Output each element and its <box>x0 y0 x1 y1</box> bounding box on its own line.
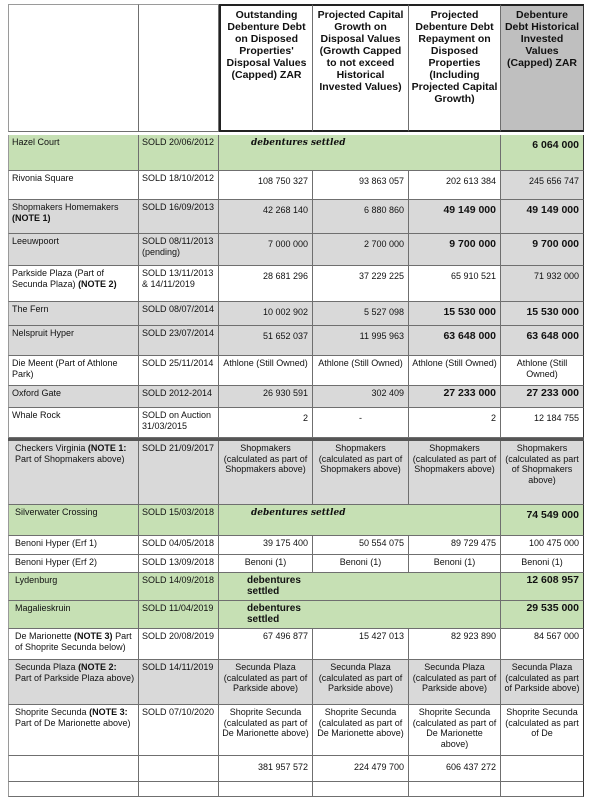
table-row <box>8 302 584 326</box>
empty-cell[interactable] <box>313 782 409 797</box>
historical-invested-value[interactable]: 245 656 747 <box>501 171 584 200</box>
property-name-text: The Fern <box>12 304 49 314</box>
historical-invested-value[interactable]: 12 184 755 <box>501 408 584 438</box>
property-name[interactable] <box>8 536 139 555</box>
table-row <box>8 573 584 601</box>
table-row <box>8 386 584 408</box>
historical-invested-value[interactable]: 100 475 000 <box>501 536 584 555</box>
sold-date[interactable]: SOLD 14/11/2019 <box>139 660 219 705</box>
historical-invested-value[interactable]: 27 233 000 <box>501 386 584 408</box>
note-ref: (NOTE 2) <box>78 278 117 289</box>
outstanding-debt-value[interactable]: Athlone (Still Owned) <box>219 356 313 386</box>
property-name-text: Benoni Hyper (Erf 2) <box>15 557 98 567</box>
projected-growth-value[interactable]: 11 995 963 <box>313 326 409 356</box>
sold-date[interactable]: SOLD 25/11/2014 <box>139 356 219 386</box>
historical-invested-value[interactable]: 29 535 000 <box>501 601 584 629</box>
empty-cell[interactable] <box>409 782 501 797</box>
totals-label-cell[interactable] <box>8 756 139 782</box>
projected-growth-value[interactable]: - <box>313 408 409 438</box>
historical-invested-value[interactable]: 71 932 000 <box>501 266 584 302</box>
table-row <box>8 601 584 629</box>
table-row <box>8 234 584 266</box>
header-outstanding-debt[interactable]: Outstanding Debenture Debt on Disposed Properties' Disposal Values (Capped) ZAR <box>219 4 313 132</box>
property-name[interactable] <box>8 171 139 200</box>
property-name-text: Magalieskruin <box>15 603 71 613</box>
projected-growth-value[interactable]: Benoni (1) <box>313 555 409 573</box>
totals-row <box>8 756 584 782</box>
note-ref: (NOTE 1) <box>12 212 51 223</box>
property-name[interactable] <box>8 135 139 171</box>
projected-repayment-value[interactable]: Benoni (1) <box>409 555 501 573</box>
projected-repayment-value[interactable]: Shopmakers (calculated as part of Shopmakers above) <box>409 441 501 505</box>
projected-repayment-value[interactable]: 63 648 000 <box>409 326 501 356</box>
property-name[interactable] <box>8 302 139 326</box>
header-cell-blank[interactable] <box>139 4 219 132</box>
outstanding-debt-value[interactable]: 28 681 296 <box>219 266 313 302</box>
property-name-text: Oxford Gate <box>12 388 62 398</box>
property-name[interactable] <box>8 601 139 629</box>
historical-invested-value[interactable]: 49 149 000 <box>501 200 584 234</box>
historical-invested-value[interactable]: 9 700 000 <box>501 234 584 266</box>
historical-invested-value[interactable]: 6 064 000 <box>501 135 584 171</box>
sold-date[interactable]: SOLD 2012-2014 <box>139 386 219 408</box>
sold-date[interactable]: SOLD 18/10/2012 <box>139 171 219 200</box>
property-name-text: Shoprite Secunda <box>15 707 87 717</box>
projected-growth-value[interactable]: 50 554 075 <box>313 536 409 555</box>
historical-invested-value[interactable]: 84 567 000 <box>501 629 584 660</box>
empty-cell[interactable] <box>219 782 313 797</box>
sold-date[interactable]: SOLD 20/06/2012 <box>139 135 219 171</box>
sold-date[interactable]: SOLD 07/10/2020 <box>139 705 219 756</box>
projected-growth-value[interactable]: Secunda Plaza (calculated as part of Parkside above) <box>313 660 409 705</box>
outstanding-debt-value[interactable]: 39 175 400 <box>219 536 313 555</box>
table-row <box>8 629 584 660</box>
header-projected-repayment[interactable]: Projected Debenture Debt Repayment on Disposed Properties (Including Projected Capital Growth) <box>409 4 501 132</box>
empty-cell[interactable] <box>139 782 219 797</box>
table-row <box>8 705 584 756</box>
table-row <box>8 135 584 171</box>
property-name[interactable] <box>8 573 139 601</box>
historical-invested-value[interactable]: 74 549 000 <box>501 505 584 536</box>
property-name[interactable] <box>8 660 139 705</box>
header-projected-growth[interactable]: Projected Capital Growth on Disposal Values (Growth Capped to not exceed Historical Invested Values) <box>313 4 409 132</box>
property-name-text: Hazel Court <box>12 137 60 147</box>
table-row <box>8 441 584 505</box>
outstanding-debt-value[interactable]: 2 <box>219 408 313 438</box>
outstanding-debt-value[interactable]: 26 930 591 <box>219 386 313 408</box>
outstanding-debt-value[interactable]: Benoni (1) <box>219 555 313 573</box>
property-name-text: Benoni Hyper (Erf 1) <box>15 538 98 548</box>
note-detail: Part of Shopmakers above) <box>15 453 125 464</box>
table-row <box>8 200 584 234</box>
sold-date[interactable]: SOLD 14/09/2018 <box>139 573 219 601</box>
totals-blank-cell[interactable] <box>139 756 219 782</box>
table-row <box>8 536 584 555</box>
total-projected-growth[interactable]: 224 479 700 <box>313 756 409 782</box>
property-name[interactable] <box>8 356 139 386</box>
debenture-spreadsheet <box>8 4 594 799</box>
property-name-text: Die Meent (Part of Athlone Park) <box>12 358 118 379</box>
projected-growth-value[interactable]: Shopmakers (calculated as part of Shopmakers above) <box>313 441 409 505</box>
outstanding-debt-value[interactable]: 42 268 140 <box>219 200 313 234</box>
sold-date[interactable]: SOLD 08/11/2013 (pending) <box>139 234 219 266</box>
settled-note[interactable]: debentures settled <box>219 505 501 536</box>
total-outstanding-debt[interactable]: 381 957 572 <box>219 756 313 782</box>
header-cell-blank[interactable] <box>8 4 139 132</box>
historical-invested-value[interactable]: Athlone (Still Owned) <box>501 356 584 386</box>
sold-date[interactable]: SOLD 23/07/2014 <box>139 326 219 356</box>
sold-date[interactable]: SOLD 15/03/2018 <box>139 505 219 536</box>
property-name-text: Leeuwpoort <box>12 236 60 246</box>
settled-note[interactable]: debentures settled <box>219 135 501 171</box>
property-name-text: De Marionette <box>15 631 72 641</box>
property-name-text: Whale Rock <box>12 410 61 420</box>
note-detail: Part of Shoprite Secunda below) <box>15 631 132 652</box>
historical-invested-value[interactable]: 63 648 000 <box>501 326 584 356</box>
projected-repayment-value[interactable]: 27 233 000 <box>409 386 501 408</box>
property-name[interactable] <box>8 408 139 438</box>
sold-date[interactable]: SOLD 04/05/2018 <box>139 536 219 555</box>
sold-date[interactable]: SOLD 16/09/2013 <box>139 200 219 234</box>
historical-invested-value[interactable]: Shoprite Secunda (calculated as part of De <box>501 705 584 756</box>
outstanding-debt-value[interactable]: Shoprite Secunda (calculated as part of De Marionette above) <box>219 705 313 756</box>
sold-date[interactable]: SOLD 11/04/2019 <box>139 601 219 629</box>
property-name-text: Lydenburg <box>15 575 58 585</box>
property-name[interactable] <box>8 386 139 408</box>
property-name-text: Silverwater Crossing <box>15 507 98 517</box>
property-name-text: Shopmakers Homemakers <box>12 202 119 212</box>
settled-note[interactable]: debentures settled <box>219 601 501 629</box>
property-name[interactable] <box>8 441 139 505</box>
outstanding-debt-value[interactable]: 7 000 000 <box>219 234 313 266</box>
table-row <box>8 660 584 705</box>
header-row <box>8 4 584 132</box>
property-name-text: Secunda Plaza <box>15 662 76 672</box>
projected-repayment-value[interactable]: 15 530 000 <box>409 302 501 326</box>
property-name[interactable] <box>8 234 139 266</box>
total-blank-cell[interactable] <box>501 756 584 782</box>
note-ref: (NOTE 3: <box>89 707 128 717</box>
table-row <box>8 408 584 438</box>
projected-repayment-value[interactable]: 2 <box>409 408 501 438</box>
projected-growth-value[interactable]: 37 229 225 <box>313 266 409 302</box>
historical-invested-value[interactable]: Shopmakers (calculated as part of Shopmakers above) <box>501 441 584 505</box>
projected-repayment-value[interactable]: 82 923 890 <box>409 629 501 660</box>
historical-invested-value[interactable]: 15 530 000 <box>501 302 584 326</box>
note-ref: (NOTE 2: <box>78 662 117 672</box>
table-row <box>8 505 584 536</box>
table-row <box>8 555 584 573</box>
sold-date[interactable]: SOLD 08/07/2014 <box>139 302 219 326</box>
table-row <box>8 356 584 386</box>
projected-repayment-value[interactable]: 49 149 000 <box>409 200 501 234</box>
outstanding-debt-value[interactable]: 108 750 327 <box>219 171 313 200</box>
sold-date[interactable]: SOLD 21/09/2017 <box>139 441 219 505</box>
projected-growth-value[interactable]: Shoprite Secunda (calculated as part of De Marionette above) <box>313 705 409 756</box>
outstanding-debt-value[interactable]: Shopmakers (calculated as part of Shopmakers above) <box>219 441 313 505</box>
projected-growth-value[interactable]: 2 700 000 <box>313 234 409 266</box>
empty-cell[interactable] <box>501 782 584 797</box>
historical-invested-value[interactable]: 12 608 957 <box>501 573 584 601</box>
sold-date[interactable]: SOLD 13/09/2018 <box>139 555 219 573</box>
table-row <box>8 326 584 356</box>
settled-note[interactable]: debentures settled <box>219 573 501 601</box>
note-detail: Part of De Marionette above) <box>15 717 131 728</box>
property-name[interactable] <box>8 555 139 573</box>
historical-invested-value[interactable]: Benoni (1) <box>501 555 584 573</box>
property-name[interactable] <box>8 266 139 302</box>
total-projected-repayment[interactable]: 606 437 272 <box>409 756 501 782</box>
outstanding-debt-value[interactable]: Secunda Plaza (calculated as part of Parkside above) <box>219 660 313 705</box>
property-name-text: Nelspruit Hyper <box>12 328 75 338</box>
projected-growth-value[interactable]: 5 527 098 <box>313 302 409 326</box>
projected-growth-value[interactable]: 93 863 057 <box>313 171 409 200</box>
projected-growth-value[interactable]: 6 880 860 <box>313 200 409 234</box>
table-row <box>8 171 584 200</box>
projected-repayment-value[interactable]: Athlone (Still Owned) <box>409 356 501 386</box>
outstanding-debt-value[interactable]: 10 002 902 <box>219 302 313 326</box>
projected-repayment-value[interactable]: Shoprite Secunda (calculated as part of De Marionette above) <box>409 705 501 756</box>
outstanding-debt-value[interactable]: 67 496 877 <box>219 629 313 660</box>
property-name[interactable] <box>8 505 139 536</box>
property-name[interactable] <box>8 326 139 356</box>
projected-repayment-value[interactable]: 9 700 000 <box>409 234 501 266</box>
historical-invested-value[interactable]: Secunda Plaza (calculated as part of Parkside above) <box>501 660 584 705</box>
projected-repayment-value[interactable]: 65 910 521 <box>409 266 501 302</box>
empty-row <box>8 782 584 797</box>
property-name-text: Rivonia Square <box>12 173 74 183</box>
property-name[interactable] <box>8 705 139 756</box>
property-name[interactable] <box>8 200 139 234</box>
table-row <box>8 266 584 302</box>
note-ref: (NOTE 1: <box>87 443 127 453</box>
projected-repayment-value[interactable]: 202 613 384 <box>409 171 501 200</box>
header-historical-invested[interactable]: Debenture Debt Historical Invested Values (Capped) ZAR <box>501 4 584 132</box>
note-detail: Part of Parkside Plaza above) <box>15 672 135 683</box>
projected-repayment-value[interactable]: 89 729 475 <box>409 536 501 555</box>
sold-date[interactable]: SOLD 20/08/2019 <box>139 629 219 660</box>
property-name[interactable] <box>8 629 139 660</box>
projected-growth-value[interactable]: 15 427 013 <box>313 629 409 660</box>
sold-date[interactable]: SOLD on Auction 31/03/2015 <box>139 408 219 438</box>
empty-cell[interactable] <box>8 782 139 797</box>
sold-date[interactable]: SOLD 13/11/2013 & 14/11/2019 <box>139 266 219 302</box>
projected-repayment-value[interactable]: Secunda Plaza (calculated as part of Parkside above) <box>409 660 501 705</box>
outstanding-debt-value[interactable]: 51 652 037 <box>219 326 313 356</box>
note-ref: (NOTE 3) <box>74 631 113 641</box>
projected-growth-value[interactable]: 302 409 <box>313 386 409 408</box>
property-name-text: Parkside Plaza (Part of Secunda Plaza) <box>12 268 105 289</box>
projected-growth-value[interactable]: Athlone (Still Owned) <box>313 356 409 386</box>
property-name-text: Checkers Virginia <box>15 443 86 453</box>
